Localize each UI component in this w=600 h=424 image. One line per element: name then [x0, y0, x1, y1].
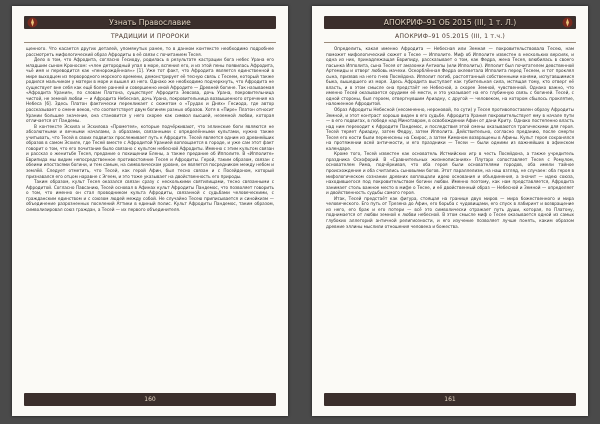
paragraph: Образ Афродиты Небесной (несомненно, нероновой, по сути) у Тесея противопоставлен образу Афродиты Земной, и этот контраст хорошо виден в его судьбе. Афродита Урания покровительствует ему в начале пути — в его подвигах, в победе над Минотавром, в освобождении Афин от дани Криту. Однако постепенно власть над ним переходит к Афродите Пандемос, и последствия этой смены оказываются трагическими для героя. Тесей теряет Ариадну, затем Федру, затем Ипполита. Действительно, согласно преданию, после смерти Тесея его кости были перенесены на Скирос, а затем Кимоном возвращены в Афины. Культ героя сохранялся на протяжении всей античности, и его праздники — Тесеи — были одними из важнейших в афинском календаре.	[326, 107, 574, 151]
article-text	[26, 46, 274, 382]
page-number: 161	[444, 396, 456, 403]
paragraph: Определить, какая именно Афродита — Небесная или Земная — покровительствовала Тесею, нам поможет мифологический сюжет о Тесее — Ипполите. Миф об Ипполите известен в нескольких версиях, и одна из них, принадлежащая Еврипиду, рассказывает о том, как Федра, жена Тесея, влюбилась в своего пасынка Ипполита, сына Тесея от амазонки Антиопы (или Ипполиты). Ипполит был почитателем девственной Артемиды и отверг любовь мачехи. Оскорблённая Федра оклеветала Ипполита перед Тесеем, и тот проклял сына, призвав на него гнев Посейдона. Ипполит погиб, растоптанный собственными конями, испугавшимися быка, вышедшего из моря. Здесь Афродита выступает как губительная сила, мстящая тому, кто отверг её власть, и в этом смысле она предстаёт не Небесной, а скорее Земной, чувственной. Однако важно, что именно Тесей оказывается орудием её мести, и это указывает на его глубинную связь с богиней. Тесей, с одной стороны, был героем, отвергнувшим Ариадну, с другой — человеком, на котором сбылось проклятие, наложенное Афродитой.	[326, 46, 574, 107]
paragraph: Дело в том, что Афродита, согласно Гесиоду, родилась в результате кастрации бога небес Урана его младшим сыном Кроносом: «член детородный упал в море, вспенил его, и из этой пены появилась Афродита, чьё имя и переводится как «пенорождённая»» [1]. Уже тот факт, что Афродита является единственной в мире выходцем из первородного морского времени, демонстрирует её тесную связь с Тесеем, который также родился мальчиком у матери в море и вышел из него. Однако же необходимо подчеркнуть, что Афродита не существует вне себя как ещё более ранней и совершенно иной Афродите — Древней богине. Так называемая «Афродита Урания», по словам Платона, существует Афродита Зевсова, дочь Урана, покровительница чистой, не земной любви — и Афродита Небесная, дочь Урана, покровительница возвышенного отречения на Небеса [6]. Здесь Платон фактически перекликает с сюжетом о «Трудах и Днях» Гесиода, где автор рассказывает о смене веков, что соответствует двум богиням разных образов. Хотя в «Пире» Платон относит Урании большее значение, она становится у него скорее как символ высшей, неземной любви, которая отличается от Пандемы.	[26, 57, 274, 124]
left-page	[12, 6, 288, 416]
running-header: АПОКРИФ–91 ОБ 2015 (III, 1 т. Л.)	[383, 18, 517, 27]
paragraph: В контексте Эсхила и Эсхилова «Прометея», которые подчёркивают, что эллинские боги являются не абсолютными и вечными началами, а образами, связанными с определёнными культами, нужно также учитывать, что Тесей в своих подвигах прослеживает путь к Афродите. Тесей является одним из древнейших образов в самом Эсхиле, где Тесей вместе с Афродитой Уранией воплощается в городе, и уже сам этот факт говорит о том, что его почитание было связано с культом небесной Афродиты. Именно с этим культом связан и рассказ о женитьбе Тесея, предание о похищении Елены, а также предание об Ипполите. В «Ипполите» Еврипида мы видим непосредственное противостояние Тесея и Афродиты. Герой, таким образом, связан с обеими ипостасями богини, и тем самым, на символическом уровне, он является посредником между небом и землёй. Следует отметить, что Тесей, как герой Афин, был тесно связан и с Посейдоном, который признавался его отцом наравне с Эгеем, и это тоже указывает на двойственность его природы.	[26, 123, 274, 179]
section-title: ТРАДИЦИИ И ПРОРОКИ	[24, 31, 276, 43]
section-title: АПОКРИФ–91 05.2015 (III, 1 т.ч.)	[324, 31, 576, 43]
paragraph: Таким образом, культ Тесея оказался связан сразу с несколькими святилищами, тесно связанными с Афродитой. Согласно Павсанию, Тесей основал в Афинах культ Афродиты Пандемос, что позволяет говорить о том, что именно он стал проводником культа Афродиты, связанной с судьбами человеческими, с гражданским единством и с союзом людей между собой. Не случайно Тесею приписывается и синойкизм — объединение разрозненных поселений Аттики в единый полис. Культ Афродиты Пандемос, таким образом, символизировал союз граждан, а Тесей — их первого объединителя.	[26, 179, 274, 212]
paragraph: Итак, Тесей предстаёт как фигура, стоящая на границе двух миров — мира божественного и мира человеческого. Его путь от Трезена до Афин, его борьба с чудовищами, его спуск в лабиринт и возвращение из него, его брак и его потери — всё это символически отражает путь души, которая, по Платону, поднимается от любви земной к любви небесной. В этом смысле миф о Тесее оказывается одной из самых глубоких аллегорий античной религиозности, и его изучение позволяет лучше понять, каким образом древние эллины мыслили отношения человека и божества.	[326, 195, 574, 229]
running-header: Узнать Православие	[109, 18, 191, 27]
page-footer-bar	[324, 393, 576, 406]
page-header-bar	[324, 16, 576, 29]
page-footer-bar	[24, 393, 276, 406]
journal-logo-icon	[562, 17, 573, 28]
page-header-bar	[24, 16, 276, 29]
page-number: 160	[144, 396, 156, 403]
right-page	[312, 6, 588, 416]
paragraph: щенного. Что касается других деталей, упомянутых ранее, то в данном контексте необходимо подробнее рассмотреть мифологический образ Афродиты в её связи с почитанием Тесея.	[26, 46, 274, 57]
journal-logo-icon	[27, 17, 38, 28]
article-text	[326, 46, 574, 382]
paragraph: Кроме того, Тесей известен как основатель Истмийских игр в честь Посейдона, а также учредитель праздника Осхофорий. В «Сравнительных жизнеописаниях» Плутарх сопоставляет Тесея с Ромулом, основателем Рима, подчёркивая, что оба героя были основателями городов, оба имели тайное происхождение и оба считались сыновьями богов. Этот параллелизм, на наш взгляд, не случаен: оба героя в мифологическом сознании древних воплощали идею основания и объединения, а значит — идею союза, находившегося под покровительством богини любви. Именно поэтому, как нам представляется, Афродита занимает столь важное место в мифе о Тесее, и её двойственный образ — Небесной и Земной — определяет и двойственность судьбы самого героя.	[326, 151, 574, 196]
